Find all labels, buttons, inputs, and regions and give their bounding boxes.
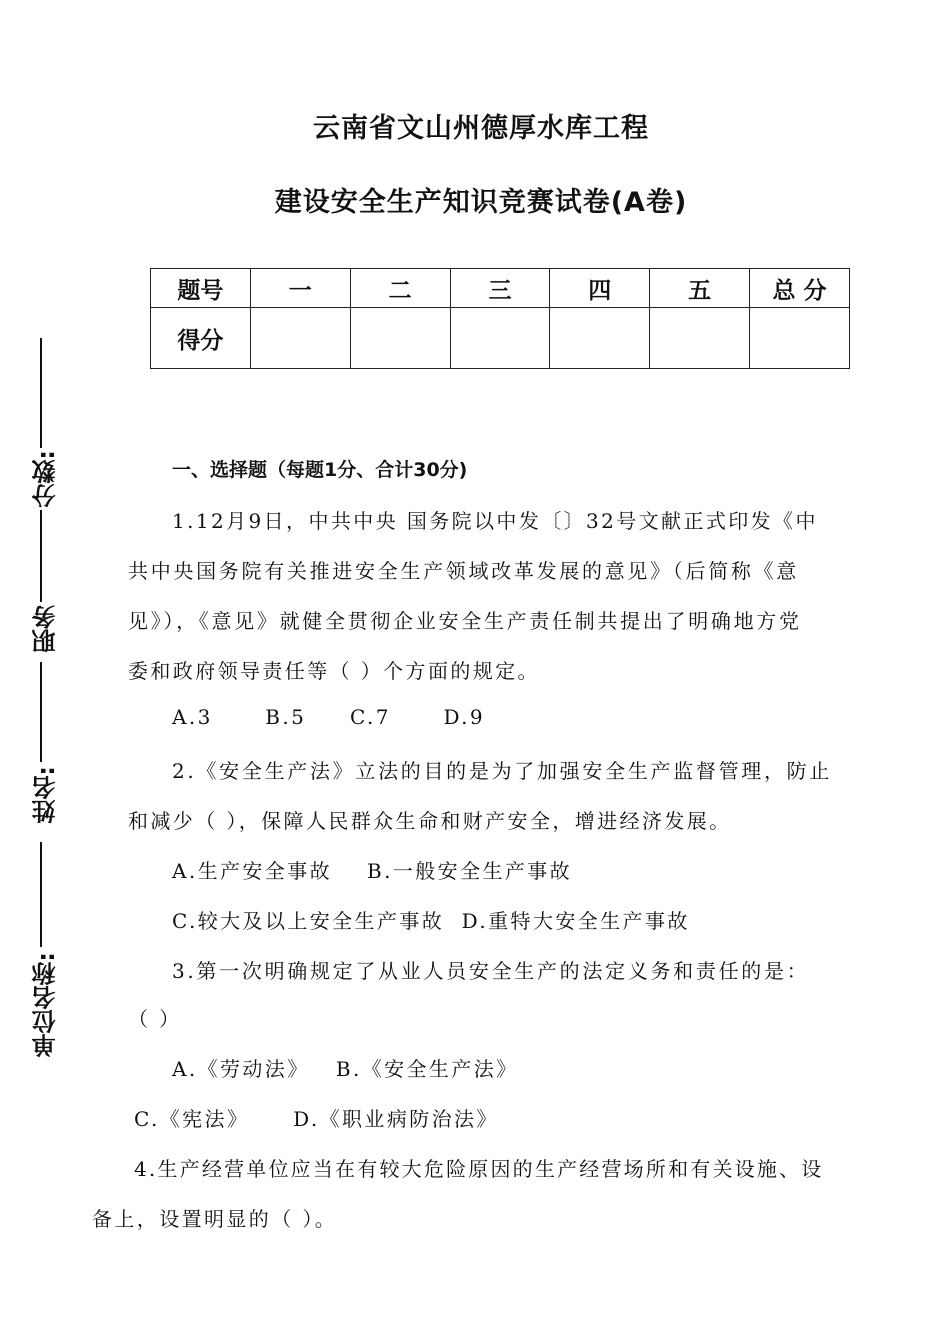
score-table-score-row xyxy=(151,308,850,369)
unit-label: 单位名称: xyxy=(32,952,60,1058)
question-3-options-ab: A.《劳动法》 B.《安全生产法》 xyxy=(172,1057,519,1081)
question-4-line-1: 4.生产经营单位应当在有较大危险原因的生产经营场所和有关设施、设 xyxy=(134,1157,824,1181)
exam-title-line2: 建设安全生产知识竞赛试卷(A卷) xyxy=(274,187,688,218)
section-heading-choice: 一、选择题（每题1分、合计30分) xyxy=(172,459,468,481)
header-cell-1: 一 xyxy=(250,269,350,308)
unit-underline xyxy=(40,842,42,947)
score-table-header-row xyxy=(151,269,850,308)
header-cell-3: 三 xyxy=(450,269,550,308)
score-cell-1 xyxy=(250,308,350,369)
header-cell-5: 五 xyxy=(650,269,750,308)
position-underline xyxy=(40,510,42,602)
question-2-line-1: 2.《安全生产法》立法的目的是为了加强安全生产监督管理，防止 xyxy=(172,759,833,783)
question-2-options-cd: C.较大及以上安全生产事故 D.重特大安全生产事故 xyxy=(172,909,690,933)
question-3-options-cd: C.《宪法》 D.《职业病防治法》 xyxy=(134,1107,499,1131)
position-label: 职务 xyxy=(32,605,60,653)
score-cell-5 xyxy=(650,308,750,369)
header-cell-4: 四 xyxy=(550,269,650,308)
header-cell-total: 总 分 xyxy=(750,269,850,308)
exam-title-line1: 云南省文山州德厚水库工程 xyxy=(313,113,649,144)
question-2-options-ab: A.生产安全事故 B.一般安全生产事故 xyxy=(172,859,573,883)
question-1-line-1: 1.12月9日，中共中央 国务院以中发〔〕32号文献正式印发《中 xyxy=(172,509,818,533)
score-cell-total xyxy=(750,308,850,369)
binding-margin xyxy=(0,0,80,1344)
score-table xyxy=(150,268,850,369)
question-4-line-2: 备上，设置明显的（ ）。 xyxy=(92,1207,338,1231)
name-underline xyxy=(40,662,42,762)
question-3-line-1: 3.第一次明确规定了从业人员安全生产的法定义务和责任的是： xyxy=(172,959,810,983)
score-row-label: 得分 xyxy=(151,308,251,369)
header-cell-question-no: 题号 xyxy=(151,269,251,308)
name-label: 姓名: xyxy=(32,766,60,824)
question-1-line-2: 共中央国务院有关推进安全生产领域改革发展的意见》（后简称《意 xyxy=(128,559,799,583)
question-3-line-2: （ ） xyxy=(128,1007,182,1031)
score-cell-2 xyxy=(350,308,450,369)
score-underline xyxy=(40,338,42,448)
score-label: 分数: xyxy=(32,450,60,508)
question-1-options: A.3 B.5 C.7 D.9 xyxy=(172,705,486,729)
score-cell-4 xyxy=(550,308,650,369)
header-cell-2: 二 xyxy=(350,269,450,308)
question-1-line-3: 见》），《意见》就健全贯彻企业安全生产责任制共提出了明确地方党 xyxy=(128,609,802,633)
question-2-line-2: 和减少（ ），保障人民群众生命和财产安全，增进经济发展。 xyxy=(128,809,732,833)
question-1-line-4: 委和政府领导责任等（ ）个方面的规定。 xyxy=(128,659,540,683)
score-cell-3 xyxy=(450,308,550,369)
